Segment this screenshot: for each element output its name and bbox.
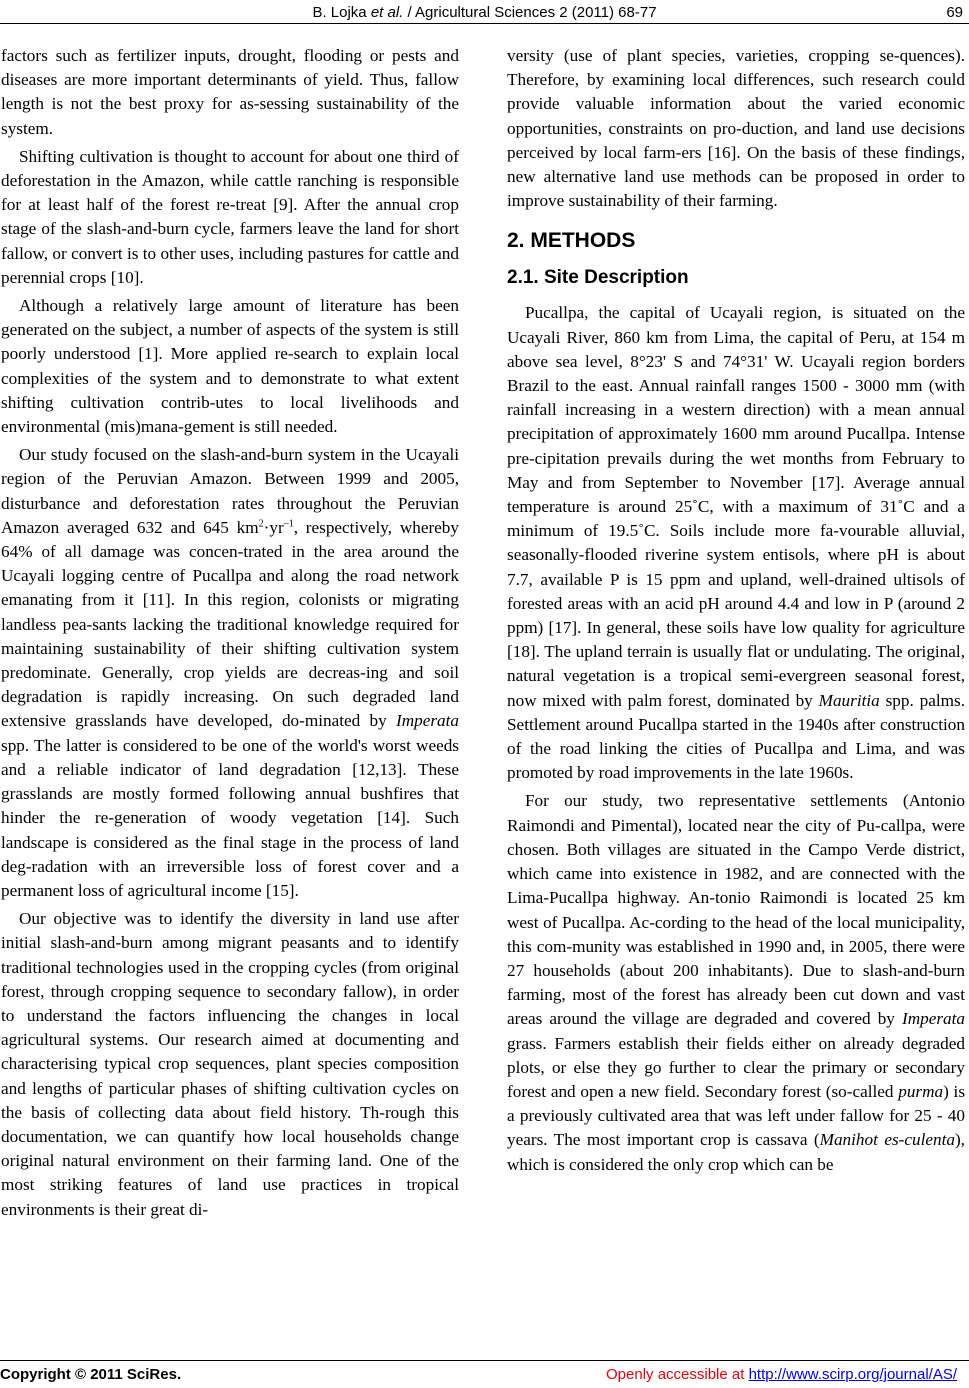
paragraph: Shifting cultivation is thought to account for about one third of deforestation in the Amazon, while cattle ranching is responsible for at least half of the forest re-treat [9]. After the annual crop stage of the slash-and-burn cycle, farmers leave the land for short fallow, or convert is to other uses, including pastures for cattle and perennial crops [10]. [1, 146, 459, 287]
footer-rule [0, 1360, 969, 1361]
paragraph: versity (use of plant species, varieties, cropping se-quences). Therefore, by examining local differences, such research could provide valuable information about the varied economic opportunities, constraints on pro-duction, and land use decisions perceived by local farm-ers [16]. On the basis of these findings, new alternative land use methods can be proposed in order to improve sustainability of their farming. [507, 46, 965, 211]
journal-citation: B. Lojka et al. / Agricultural Sciences 2 (2011) 68-77 [312, 4, 657, 21]
journal-link[interactable]: http://www.scirp.org/journal/AS/ [748, 1366, 957, 1383]
subsection-heading: 2.1. Site Description [507, 267, 689, 289]
page-footer [0, 1366, 969, 1386]
section-heading: 2. METHODS [507, 229, 636, 253]
right-column [507, 44, 965, 1181]
paragraph: For our study, two representative settlements (Antonio Raimondi and Pimental), located near the city of Pu-callpa, were chosen. Both villages are situated in the Campo Verde district, which came into existence in 1982, and are connected with the Lima-Pucallpa highway. An-tonio Raimondi is located 25 km west of Pucallpa. Ac-cording to the head of the local municipality, this com-munity was established in 1990 and, in 2005, there were 27 households (about 200 inhabitants). Due to slash-and-burn farming, most of the forest has already been cut down and vast areas around the village are degraded and covered by Imperata grass. Farmers establish their fields either on already degraded plots, or else they go further to clear the primary or secondary forest and open a new field. Secondary forest (so-called purma) is a previously cultivated area that was left under fallow for 25 - 40 years. The most important crop is cassava (Manihot es-culenta), which is considered the only crop which can be [507, 791, 966, 1174]
paragraph: Our objective was to identify the diversity in land use after initial slash-and-burn among migrant peasants and to identify traditional technologies used in the cropping cycles (from original forest, through cropping sequence to secondary fallow), in order to understand the factors influencing the changes in local agricultural systems. Our research aimed at documenting and characterising typical crop sequences, plant species composition and lengths of particular phases of shifting cultivation cycles on the basis of collecting data about field history. Th-rough this documentation, we can quantify how local households change original natural environment on their farming land. One of the most striking features of land use practices in tropical environments is their great di- [1, 909, 459, 1219]
copyright-notice: Copyright © 2011 SciRes. [0, 1366, 182, 1383]
header-rule [0, 23, 969, 24]
paragraph: Our study focused on the slash-and-burn system in the Ucayali region of the Peruvian Amazon. Between 1999 and 2005, disturbance and deforestation rates throughout the Peruvian Amazon averaged 632 and 645 $km^2\cdot yr^{-1}$, respectively, whereby 64% of all damage was concen-trated in the area around the Ucayali logging centre of Pucallpa and along the road network emanating from it [11]. In this region, colonists or migrating landless pea-sants lacking the traditional knowledge required for maintaining sustainability of their shifting cultivation system predominate. Generally, crop yields are decreas-ing and soil degradation is rapidly increasing. On such degraded land extensive grasslands have developed, do-minated by Imperata spp. The latter is considered to be one of the world's worst weeds and a reliable indicator of land degradation [12,13]. These grasslands are mostly formed following annual bushfires that hinder the re-generation of woody vegetation [14]. Such landscape is considered as the final stage in the process of land deg-radation with an irreversible loss of forest cover and a permanent loss of agricultural income [15]. [1, 445, 459, 900]
open-access-notice: Openly accessible at http://www.scirp.org/journal/AS/ [606, 1366, 957, 1383]
paragraph: factors such as fertilizer inputs, drought, flooding or pests and diseases are more important determinants of yield. Thus, fallow length is not the best proxy for as-sessing sustainability of the system. [1, 46, 459, 138]
left-column [1, 44, 459, 1226]
paragraph: Although a relatively large amount of literature has been generated on the subject, a number of aspects of the system is still poorly understood [1]. More applied re-search to explain local complexities of the system and to demonstrate to what extent shifting cultivation contrib-utes to local livelihoods and environmental (mis)mana-gement is still needed. [1, 296, 459, 437]
running-header [0, 2, 969, 24]
paragraph: Pucallpa, the capital of Ucayali region, is situated on the Ucayali River, 860 km from Lima, the capital of Peru, at 154 m above sea level, 8°23' S and 74°31' W. Ucayali region borders Brazil to the east. Annual rainfall ranges 1500 - 3000 mm (with rainfall increasing in a western direction) with a mean annual precipitation of approximately 1600 mm around Pucallpa. Intense pre-cipitation prevails during the wet months from February to May and from September to November [17]. Average annual temperature is around 25˚C, with a maximum of 31˚C and a minimum of 19.5˚C. Soils include more fa-vourable alluvial, seasonally-flooded riverine system entisols, where pH is about 7.7, available P is 15 ppm and upland, well-drained ultisols of forested areas with an acid pH around 4.4 and low in P (around 2 ppm) [17]. In general, these soils have low quality for agriculture [18]. The upland terrain is usually flat or undulating. The original, natural vegetation is a tropical semi-evergreen seasonal forest, now mixed with palm forest, dominated by Mauritia spp. palms. Settlement around Pucallpa started in the 1940s after construction of the road linking the cities of Pucallpa and Lima, and was promoted by road improvements in the late 1960s. [507, 303, 965, 783]
page-number: 69 [946, 4, 963, 21]
